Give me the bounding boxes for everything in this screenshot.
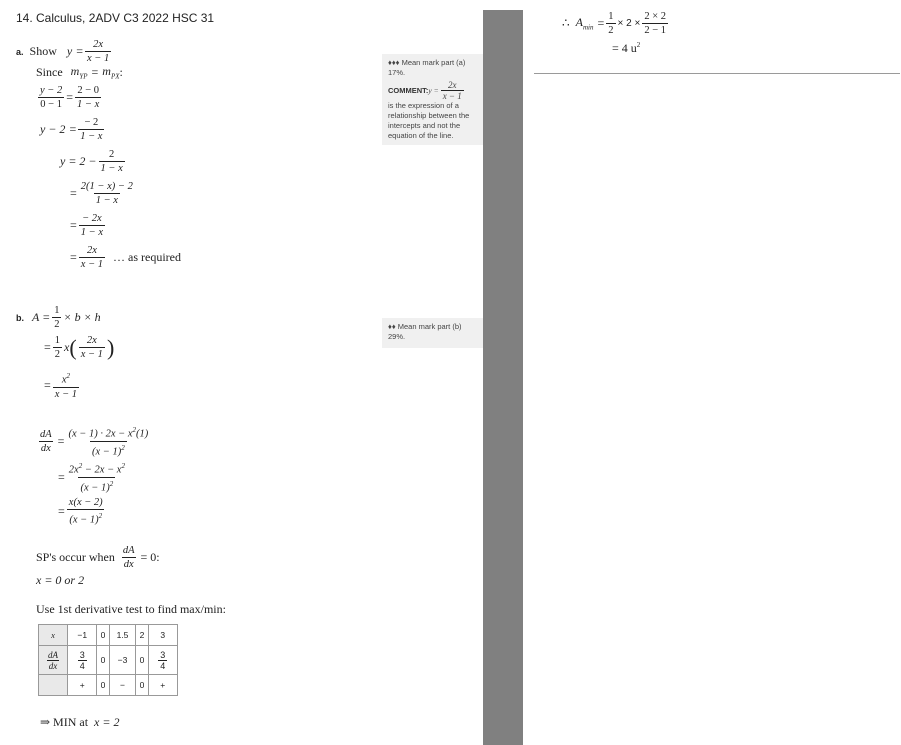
table-cell: $\frac{3}{4}$ xyxy=(68,646,97,675)
eq-sign: = xyxy=(76,44,83,58)
note-a-pct: 17%. xyxy=(388,68,406,77)
min-area-line xyxy=(562,10,670,37)
l3-num: 2 xyxy=(109,149,115,160)
d3-den: $(x - 1)^2$ xyxy=(67,509,104,527)
note-part-a xyxy=(382,54,484,145)
step-3 xyxy=(60,148,127,175)
l2-lhs: y − 2 xyxy=(40,122,66,136)
page-title: 14. Calculus, 2ADV C3 2022 HSC 31 xyxy=(16,11,215,25)
l3-lhs: y = 2 − xyxy=(60,154,97,168)
note-a-mean: Mean mark part (a) xyxy=(399,58,466,67)
since-text: Since xyxy=(36,64,63,79)
l2-num: − 2 xyxy=(84,117,99,128)
conclusion xyxy=(40,715,119,730)
table-row xyxy=(39,625,178,646)
table-head-empty xyxy=(39,675,68,696)
area-step-3: = $\frac{x^2}{x - 1}$ xyxy=(44,372,78,400)
l4-den: 1 − x xyxy=(95,195,118,206)
dA-num: dA xyxy=(40,428,52,440)
l6-den: x − 1 xyxy=(80,259,104,270)
table-row xyxy=(39,646,178,675)
left-paren: ( xyxy=(69,334,77,360)
right-paren: ) xyxy=(106,334,115,360)
right-half-den: 2 xyxy=(608,25,614,36)
half-den-2: 2 xyxy=(54,349,61,360)
note-b-pct: 29%. xyxy=(388,332,406,341)
l6-num: 2x xyxy=(86,245,97,256)
page-divider xyxy=(483,10,523,745)
difficulty-stars: ♦♦ xyxy=(388,322,396,331)
l4-num: 2(1 − x) − 2 xyxy=(80,181,133,192)
step-5: = $\frac{- 2x}{1 - x}$ xyxy=(70,213,104,238)
inner-num: 2x xyxy=(86,335,97,346)
d2-den: $(x - 1)^2$ xyxy=(78,477,115,495)
table-cell: $\frac{3}{4}$ xyxy=(148,646,178,675)
sp-dA-den: dx xyxy=(123,559,134,570)
half-num-2: 1 xyxy=(54,335,61,346)
table-cell: 3 xyxy=(148,625,178,646)
a-min: $A_{min}$ xyxy=(575,15,594,32)
comment-fd: x − 1 xyxy=(442,91,462,101)
sp-eq: = 0: xyxy=(140,550,160,564)
inner-den: x − 1 xyxy=(80,349,103,360)
d3-num: x(x − 2) xyxy=(68,497,103,508)
table-head-dA: $\frac{dA}{dx}$ xyxy=(39,646,68,675)
gradient-equation: $\frac{y - 2}{0 - 1}$ = $\frac{2 - 0}{1 - x}$ xyxy=(40,85,100,110)
m-px: $m_{PX}$ xyxy=(102,64,120,81)
l1-rhs-num: 2 − 0 xyxy=(77,85,99,96)
l1-lhs-den: 0 − 1 xyxy=(40,99,62,110)
part-b-statement xyxy=(16,304,101,331)
table-cell: −3 xyxy=(109,646,136,675)
as-required: … as required xyxy=(113,250,182,264)
since-line: Since $m_{YP}$ = $m_{PX}$ : xyxy=(36,64,123,81)
right-half-num: 1 xyxy=(608,11,614,22)
therefore-symbol: ∴ xyxy=(562,16,570,30)
sp-line xyxy=(36,544,160,571)
area-rest: × b × h xyxy=(63,310,101,324)
sp-dA-num: dA xyxy=(122,545,135,556)
section-divider xyxy=(534,73,900,74)
conclusion-x: x = 2 xyxy=(94,715,120,729)
show-fraction xyxy=(85,38,111,65)
conclusion-text: ⇒ MIN at xyxy=(40,715,89,729)
l3-den: 1 − x xyxy=(100,163,123,174)
table-cell: 0 xyxy=(97,675,109,696)
eq-sign-right: = xyxy=(597,16,605,30)
half-num: 1 xyxy=(54,305,60,316)
note-part-b xyxy=(382,318,484,348)
fraction-denominator: x − 1 xyxy=(86,53,110,64)
step-4: = $\frac{2(1 - x) - 2}{1 - x}$ xyxy=(70,181,133,206)
dA-den: dx xyxy=(40,442,51,454)
note-b-mean: Mean mark part (b) xyxy=(395,322,462,331)
derivative-step-2: = $\frac{2x^2 - 2x - x^2}{(x - 1)^2}$ xyxy=(58,462,125,493)
l5-den: 1 − x xyxy=(80,227,104,238)
derivative-step-3: = $\frac{x(x - 2)}{(x - 1)^2}$ xyxy=(58,497,103,526)
show-text: Show xyxy=(29,44,57,58)
l1-lhs-num: y − 2 xyxy=(40,85,63,96)
table-cell: 0 xyxy=(97,646,109,675)
sp-text: SP's occur when xyxy=(36,550,115,564)
step-2: y − 2 = $\frac{- 2}{1 - x}$ xyxy=(40,117,103,142)
table-cell: + xyxy=(148,675,178,696)
fraction-numerator: 2x xyxy=(93,39,104,50)
table-cell: 1.5 xyxy=(109,625,136,646)
sign-table xyxy=(38,624,178,696)
m-yp: $m_{YP}$ xyxy=(70,64,88,81)
right-frac-den: 2 − 1 xyxy=(644,25,666,36)
table-head-x: x xyxy=(39,625,68,646)
y-var: y xyxy=(66,44,73,58)
colon: : xyxy=(119,64,123,79)
d1-den: $(x - 1)^2$ xyxy=(90,441,127,459)
times-two: × 2 × xyxy=(617,18,641,29)
table-cell: 0 xyxy=(136,646,148,675)
sp-solutions: x = 0 or 2 xyxy=(36,573,85,587)
difficulty-stars: ♦♦♦ xyxy=(388,58,400,67)
l5-num: − 2x xyxy=(82,213,102,224)
area-num: $x^2$ xyxy=(61,372,70,386)
area-den: x − 1 xyxy=(54,388,78,400)
derivative-step-1: $\frac{dA}{dx}$ = $\frac{(x - 1) \cdot 2x - x^2(1)}{(x - 1)^2}$ xyxy=(40,426,149,457)
table-cell: 0 xyxy=(136,675,148,696)
part-a-label: a. xyxy=(16,46,24,57)
table-cell: − xyxy=(109,675,136,696)
x-factor: x xyxy=(64,340,70,354)
table-cell: + xyxy=(68,675,97,696)
l1-rhs-den: 1 − x xyxy=(77,99,100,110)
part-b-label: b. xyxy=(16,312,24,323)
comment-label: COMMENT: xyxy=(388,85,429,95)
l2-den: 1 − x xyxy=(80,131,103,142)
table-cell: −1 xyxy=(68,625,97,646)
comment-fn: 2x xyxy=(447,80,457,90)
d2-num: $2x^2 - 2x - x^2$ xyxy=(68,462,125,476)
table-cell: 0 xyxy=(97,625,109,646)
d1-num: $(x - 1) \cdot 2x - x^2(1)$ xyxy=(68,426,149,440)
min-area-result: = 4 $u^2$ xyxy=(612,41,641,55)
table-cell: 2 xyxy=(136,625,148,646)
area-step-2: = $\frac{1}{2}$ x ( $\frac{2x}{x - 1}$ ) xyxy=(44,334,115,360)
right-frac-num: 2 × 2 xyxy=(644,11,666,22)
step-6: = $\frac{2x}{x - 1}$ … as required xyxy=(70,245,182,270)
half-den: 2 xyxy=(54,319,60,330)
comment-text: is the expression of a relationship between the intercepts and not the equation of the line. xyxy=(388,101,470,140)
area-lhs: A = xyxy=(32,310,51,324)
table-row xyxy=(39,675,178,696)
part-a-statement xyxy=(16,38,113,65)
comment-y: y = xyxy=(428,85,439,95)
test-text: Use 1st derivative test to find max/min: xyxy=(36,602,226,616)
